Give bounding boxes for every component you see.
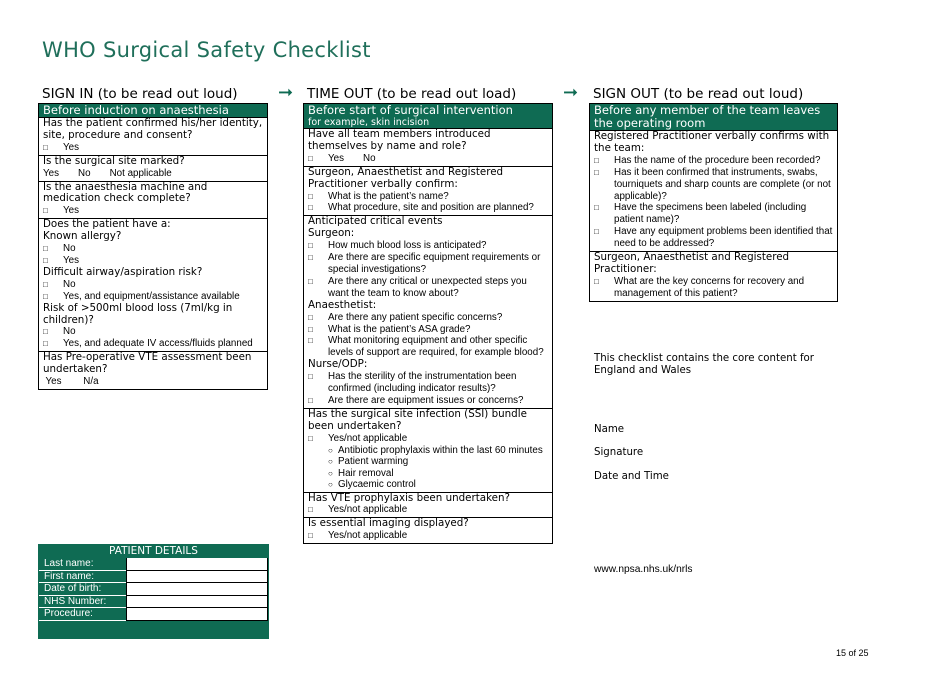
nhs-number-label: NHS Number: <box>39 596 126 609</box>
sign-in-heading: SIGN IN (to be read out loud) <box>42 86 238 102</box>
first-name-label: First name: <box>39 571 126 584</box>
checkbox-option[interactable]: □ Has the sterility of the instrumentation been confirmed (including indicator results)? <box>308 371 548 395</box>
checkbox-option[interactable]: □ Yes No <box>308 153 548 165</box>
time-out-header-title: Before start of surgical intervention <box>308 103 513 117</box>
arrow-right-icon: ➞ <box>278 82 294 103</box>
sign-in-column <box>38 86 268 390</box>
checkbox-option[interactable]: □ What are the key concerns for recovery and management of this patient? <box>594 276 833 300</box>
first-name-field[interactable] <box>126 571 268 584</box>
sub-question: Known allergy? <box>43 230 122 243</box>
bullet-item: ○ Patient warming <box>308 456 548 468</box>
time-out-box <box>303 103 553 544</box>
question: Registered Practitioner verbally confirms with the team: <box>594 130 830 154</box>
time-out-confirm-section <box>304 166 552 216</box>
checkbox-option[interactable]: □ No <box>43 243 263 255</box>
sign-out-column <box>589 86 838 302</box>
procedure-label: Procedure: <box>39 608 126 621</box>
question: Is the anaesthesia machine and medication check complete? <box>43 180 208 205</box>
time-out-vte-section <box>304 492 552 518</box>
question: Has VTE prophylaxis been undertaken? <box>308 491 510 504</box>
checkbox-option[interactable]: □ Yes/not applicable <box>308 433 548 445</box>
sign-in-vte-section <box>39 351 267 389</box>
question: Surgeon, Anaesthetist and Registered Practitioner: <box>594 251 790 275</box>
checkbox-option[interactable]: □ No <box>43 326 263 338</box>
checkbox-option[interactable]: □ Have any equipment problems been identified that need to be addressed? <box>594 226 833 250</box>
sign-out-confirm-section <box>590 130 837 251</box>
patient-row <box>39 571 268 584</box>
page-number: 15 of 25 <box>836 648 869 658</box>
sign-in-machine-section <box>39 181 267 219</box>
time-out-header-subtitle: for example, skin incision <box>308 117 430 128</box>
time-out-header <box>304 104 552 128</box>
patient-details-footer <box>39 621 268 638</box>
procedure-field[interactable] <box>126 608 268 621</box>
role-label: Anaesthetist: <box>308 298 377 311</box>
patient-row <box>39 583 268 596</box>
question: Anticipated critical events <box>308 215 443 228</box>
inline-options[interactable]: Yes No Not applicable <box>43 167 172 179</box>
checkbox-option[interactable]: □ Yes <box>43 255 263 267</box>
checkbox-option[interactable]: □ Yes, and adequate IV access/fluids planned <box>43 338 263 350</box>
date-time-label: Date and Time <box>594 471 669 482</box>
checkbox-option[interactable]: □ What monitoring equipment and other specific levels of support are required, for example blood? <box>308 335 548 359</box>
page-title: WHO Surgical Safety Checklist <box>42 38 371 62</box>
checkbox-option[interactable]: □ Are there are specific equipment requirements or special investigations? <box>308 252 548 276</box>
sub-question: Difficult airway/aspiration risk? <box>43 265 203 278</box>
time-out-imaging-section <box>304 517 552 543</box>
sign-out-box <box>589 103 838 302</box>
checkbox-option[interactable]: □ Has it been confirmed that instruments, swabs, tourniquets and sharp counts are complete (or not applicable)? <box>594 167 833 203</box>
role-label: Surgeon: <box>308 227 355 240</box>
arrow-right-icon: ➞ <box>563 82 579 103</box>
sign-out-header: Before any member of the team leaves the operating room <box>590 104 837 130</box>
checkbox-option[interactable]: □ How much blood loss is anticipated? <box>308 240 548 252</box>
last-name-label: Last name: <box>39 558 126 571</box>
sign-out-heading: SIGN OUT (to be read out loud) <box>593 86 804 102</box>
npsa-link[interactable]: www.npsa.nhs.uk/nrls <box>594 564 693 575</box>
date-of-birth-label: Date of birth: <box>39 583 126 596</box>
time-out-ssi-section <box>304 408 552 492</box>
patient-row <box>39 596 268 609</box>
checkbox-option[interactable]: □ Yes/not applicable <box>308 530 548 542</box>
time-out-column <box>303 86 553 544</box>
checkbox-option[interactable]: □ What procedure, site and position are planned? <box>308 202 548 214</box>
checkbox-option[interactable]: □ What is the patient’s ASA grade? <box>308 324 548 336</box>
checkbox-option[interactable]: □ No <box>43 279 263 291</box>
time-out-critical-events-section <box>304 215 552 408</box>
patient-row <box>39 558 268 571</box>
checkbox-option[interactable]: □ Are there are equipment issues or concerns? <box>308 395 548 407</box>
nhs-number-field[interactable] <box>126 596 268 609</box>
checkbox-option[interactable]: □ Yes/not applicable <box>308 504 548 516</box>
question: Is the surgical site marked? <box>43 154 185 167</box>
checkbox-option[interactable]: □ Have the specimens been labeled (including patient name)? <box>594 202 833 226</box>
inline-options[interactable]: Yes N/a <box>43 376 99 388</box>
checkbox-option[interactable]: □ Yes, and equipment/assistance available <box>43 291 263 303</box>
patient-row <box>39 608 268 621</box>
question: Has the patient confirmed his/her identity, site, procedure and consent? <box>43 117 263 141</box>
question: Has the surgical site infection (SSI) bundle been undertaken? <box>308 407 527 432</box>
sign-in-header: Before induction on anaesthesia <box>39 104 267 117</box>
question: Surgeon, Anaesthetist and Registered Practitioner verbally confirm: <box>308 165 504 190</box>
role-label: Nurse/ODP: <box>308 358 368 371</box>
sign-in-patient-risk-section <box>39 218 267 351</box>
patient-details-heading: PATIENT DETAILS <box>39 545 268 558</box>
last-name-field[interactable] <box>126 558 268 571</box>
time-out-intro-section <box>304 128 552 166</box>
checkbox-option[interactable]: □ Yes <box>43 142 263 154</box>
question: Have all team members introduced themselves by name and role? <box>308 128 491 152</box>
checkbox-option[interactable]: □ Has the name of the procedure been recorded? <box>594 155 833 167</box>
time-out-heading: TIME OUT (to be read out load) <box>307 86 517 102</box>
bullet-item: ○ Hair removal <box>308 468 548 480</box>
sign-out-concerns-section <box>590 251 837 301</box>
question: Is essential imaging displayed? <box>308 517 469 530</box>
signature-label: Signature <box>594 447 644 458</box>
sign-in-identity-section <box>39 117 267 155</box>
sign-in-box <box>38 103 268 390</box>
checkbox-option[interactable]: □ Yes <box>43 205 263 217</box>
checkbox-option[interactable]: □ Are there any critical or unexpected steps you want the team to know about? <box>308 276 548 300</box>
question: Has Pre-operative VTE assessment been undertaken? <box>43 351 252 376</box>
sub-question: Risk of >500ml blood loss (7ml/kg in children)? <box>43 301 233 326</box>
name-label: Name <box>594 424 625 435</box>
checkbox-option[interactable]: □ What is the patient’s name? <box>308 191 548 203</box>
bullet-item: ○ Glycaemic control <box>308 479 548 491</box>
sign-in-site-section <box>39 155 267 181</box>
question: Does the patient have a: <box>43 218 171 231</box>
checkbox-option[interactable]: □ Are there any patient specific concerns? <box>308 312 548 324</box>
bullet-item: ○ Antibiotic prophylaxis within the last 60 minutes <box>308 445 548 457</box>
patient-details-panel <box>38 544 269 639</box>
date-of-birth-field[interactable] <box>126 583 268 596</box>
core-content-note: This checklist contains the core content for England and Wales <box>594 353 814 376</box>
